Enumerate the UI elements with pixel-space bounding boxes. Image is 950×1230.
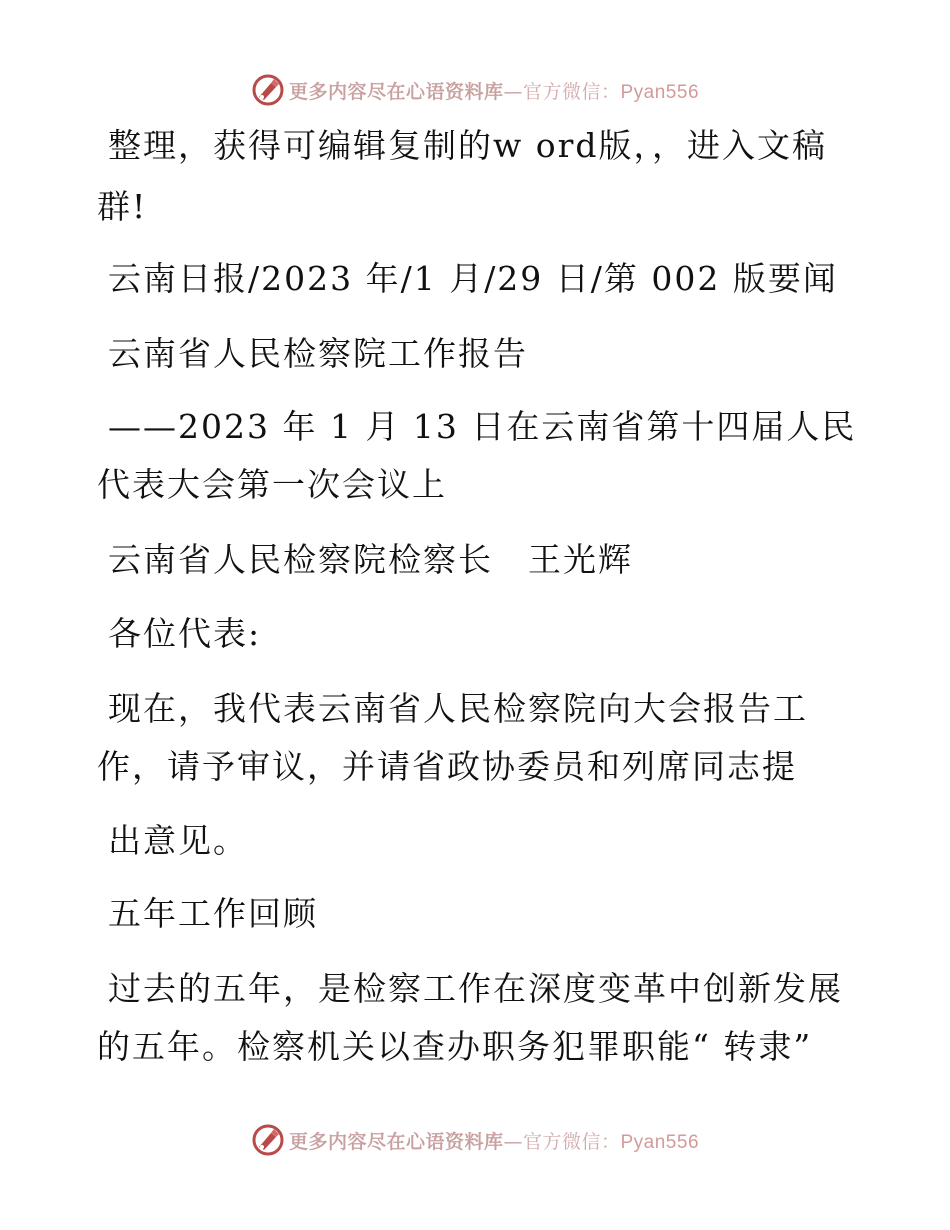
watermark-wechat-label: 官方微信：	[522, 1130, 621, 1153]
pen-logo-icon	[251, 73, 285, 107]
watermark-brand: 更多内容尽在心语资料库	[288, 80, 504, 103]
pen-logo-icon	[251, 1123, 285, 1157]
footer-watermark	[0, 1120, 950, 1160]
text-line: 云南日报/2023 年/1 月/29 日/第 002 版要闻	[108, 259, 838, 298]
text-line: 群!	[97, 187, 148, 226]
text-line: 过去的五年，是检察工作在深度变革中创新发展	[108, 969, 843, 1008]
watermark-brand: 更多内容尽在心语资料库	[288, 1130, 504, 1153]
watermark-handle: Pyan556	[620, 81, 700, 103]
section-heading: 五年工作回顾	[108, 894, 318, 933]
author-line: 云南省人民检察院检察长 王光辉	[108, 540, 633, 579]
header-watermark	[0, 70, 950, 110]
text-line: 现在，我代表云南省人民检察院向大会报告工	[108, 689, 808, 728]
text-line: 的五年。检察机关以查办职务犯罪职能“ 转隶”	[97, 1027, 813, 1066]
watermark-text	[289, 1127, 699, 1154]
watermark-wechat-label: 官方微信：	[522, 80, 621, 103]
watermark-handle: Pyan556	[620, 1131, 700, 1153]
text-line: ——2023 年 1 月 13 日在云南省第十四届人民	[108, 407, 857, 446]
watermark-dash: —	[503, 1130, 523, 1153]
watermark-dash: —	[503, 80, 523, 103]
text-line: 整理，获得可编辑复制的w ord版，，进入文稿	[108, 126, 828, 165]
text-line: 代表大会第一次会议上	[97, 465, 447, 504]
document-title: 云南省人民检察院工作报告	[108, 334, 528, 373]
salutation: 各位代表:	[108, 614, 262, 653]
text-line: 出意见。	[108, 821, 248, 860]
watermark-text	[289, 77, 699, 104]
text-line: 作，请予审议，并请省政协委员和列席同志提	[97, 747, 797, 786]
